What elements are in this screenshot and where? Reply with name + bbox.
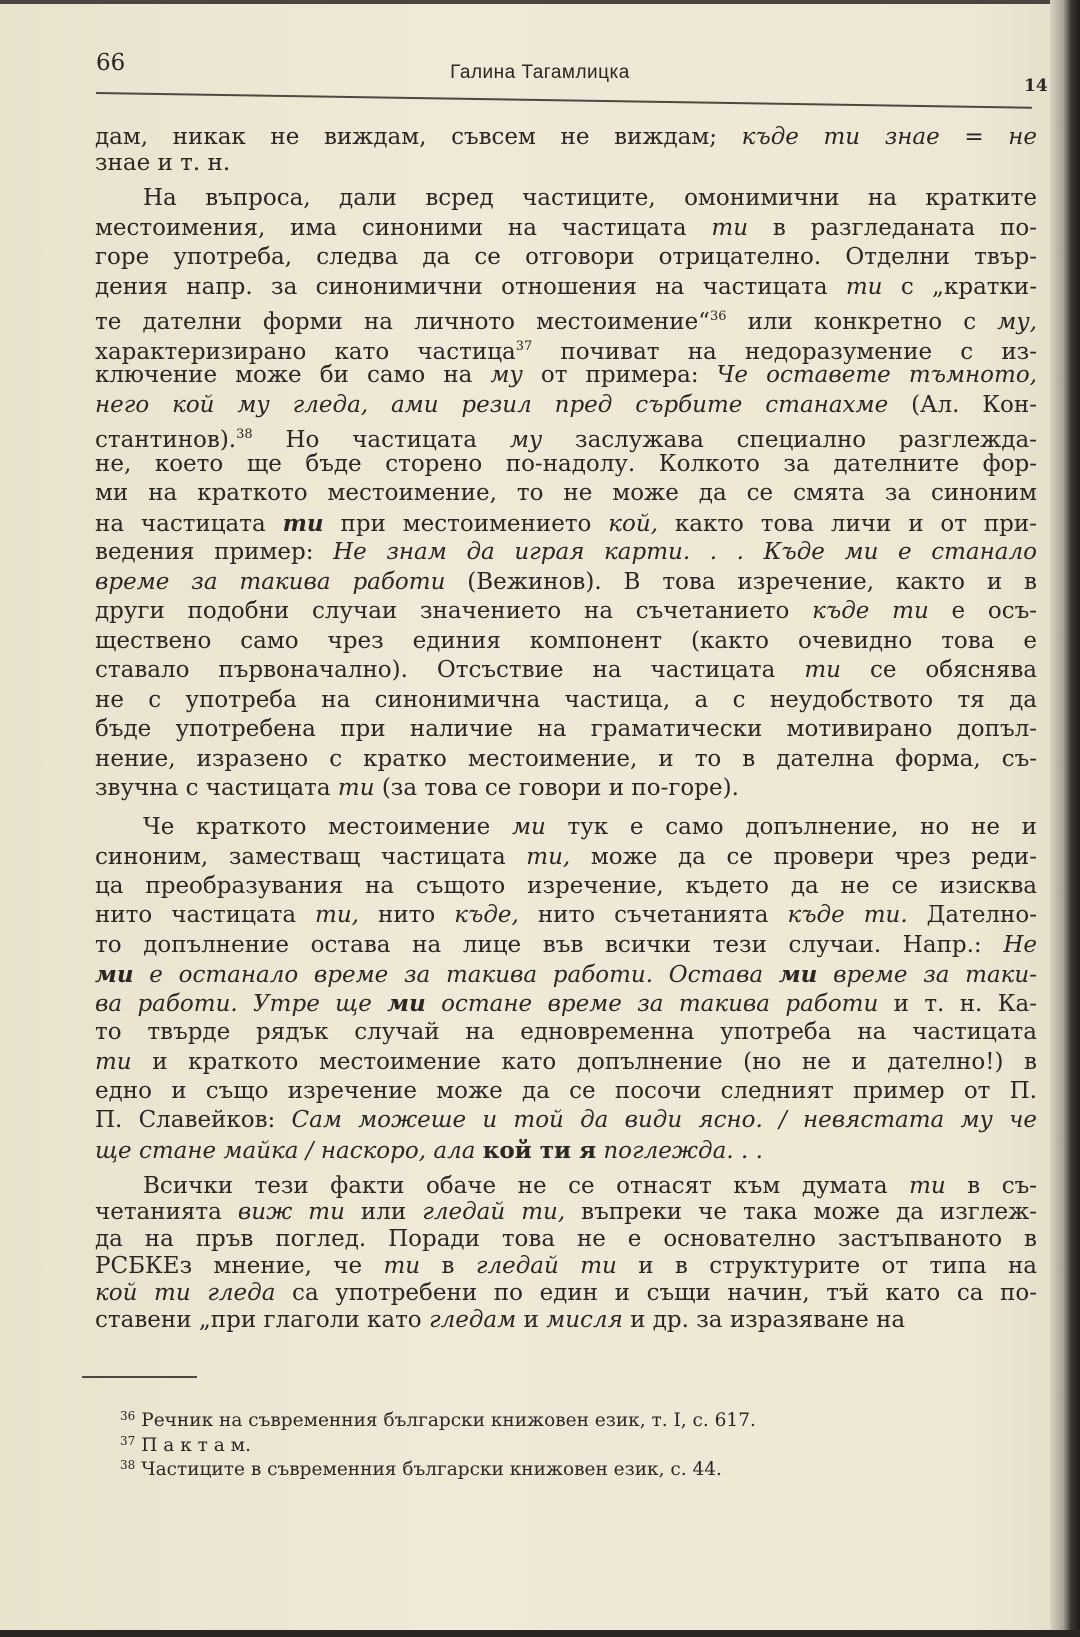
text-line xyxy=(95,1106,1037,1135)
text-run: в съ- xyxy=(945,1172,1037,1199)
text-run: и краткото местоимение като допълнение (но не и дателно!) в xyxy=(131,1048,1037,1075)
text-run: ти xyxy=(711,214,749,241)
text-line xyxy=(95,1173,1037,1200)
text-line xyxy=(95,627,1037,657)
text-line xyxy=(95,1307,1037,1334)
footnote-separator xyxy=(82,1376,197,1378)
text-run: Сам можеше и той да види ясно. / невястата му че xyxy=(291,1107,1037,1134)
footnote-number: 36 xyxy=(120,1409,136,1423)
text-run: то твърде рядък случай на едновременна употреба на частицата xyxy=(95,1019,1037,1046)
text-run: ще стане майка / наскоро, ала xyxy=(95,1137,483,1164)
text-run: с „кратки- xyxy=(882,273,1037,300)
footnote-text: Частиците в съвременния български книжовен език, с. 44. xyxy=(141,1459,722,1480)
paragraph xyxy=(95,1173,1037,1334)
text-run: ключение може би само на xyxy=(95,362,491,389)
text-run: в разгледаната по- xyxy=(748,214,1037,241)
text-run: (за това се говори и по-горе). xyxy=(374,775,739,802)
text-line xyxy=(95,1280,1037,1307)
text-run: може да се провери чрез реди- xyxy=(570,843,1037,870)
text-run: и в структурите от типа на xyxy=(616,1252,1037,1279)
text-run: На въпроса, дали всред частиците, омонимични на кратките xyxy=(143,185,1037,212)
text-run: гледай ти, xyxy=(422,1199,566,1226)
text-line xyxy=(95,1018,1037,1047)
text-run: време за такива работи xyxy=(95,568,446,595)
text-run: Всички тези факти обаче не се отнасят към думата xyxy=(143,1172,910,1199)
paragraph xyxy=(95,124,1037,176)
text-run: дения напр. за синонимични отношения на частицата xyxy=(95,273,846,300)
text-run: ведения пример: xyxy=(95,539,334,566)
text-run: заслужава специално разглежда- xyxy=(542,427,1037,454)
text-run: къде ти. xyxy=(787,902,908,929)
text-line xyxy=(95,150,1037,176)
signature-mark: 14 xyxy=(1024,76,1048,96)
text-run: не с употреба на синонимична частица, а с неудобството тя да xyxy=(95,686,1037,713)
text-run: ми xyxy=(387,990,426,1018)
text-run: ти, xyxy=(526,843,571,870)
text-run: Не xyxy=(1003,931,1037,958)
text-run: синоним, заместващ частицата xyxy=(95,843,527,870)
footnote-reference: 38 xyxy=(236,427,253,443)
text-line xyxy=(95,302,1037,336)
text-run: ти xyxy=(909,1172,946,1199)
text-run: ществено само чрез единия компонент (както очевидно това е xyxy=(95,627,1037,654)
text-run: къде ти xyxy=(812,598,929,625)
text-run: в xyxy=(420,1252,476,1279)
text-line xyxy=(95,184,1037,214)
text-run: не, което ще бъде сторено по-надолу. Колкото за дателните фор- xyxy=(95,450,1037,477)
footnote-text: П а к т а м. xyxy=(141,1434,251,1456)
text-run: както това личи и от при- xyxy=(657,510,1037,537)
text-run: Че краткото местоимение xyxy=(143,814,512,841)
text-run: и др. за изразяване на xyxy=(622,1306,906,1333)
text-run: ставало първоначално). Отсъствие на частицата xyxy=(95,657,805,684)
text-line xyxy=(95,597,1037,627)
text-run: е осъ- xyxy=(928,598,1038,625)
text-run: Дателно- xyxy=(907,902,1037,929)
text-run: ми на краткото местоимение, то не може да се смята за синоним xyxy=(95,480,1037,507)
text-line xyxy=(95,715,1037,745)
text-run: ти xyxy=(337,775,375,802)
text-run: гледам xyxy=(428,1306,517,1333)
text-line xyxy=(95,745,1037,775)
text-line xyxy=(95,420,1037,454)
text-run: горе употреба, следва да се отговори отрицателно. Отделни твър- xyxy=(95,244,1037,271)
text-run: къде, xyxy=(454,902,519,929)
text-run: или xyxy=(344,1199,423,1226)
text-run: къде ти знае = не xyxy=(741,124,1037,150)
text-run: ставени „при глаголи като xyxy=(95,1306,429,1333)
text-run: други подобни случаи значението на съчетанието xyxy=(95,598,813,625)
text-line xyxy=(95,901,1037,930)
text-run: ца преобразувания на същото изречение, където да не се изисква xyxy=(95,872,1037,899)
text-run: четанията xyxy=(95,1199,238,1226)
text-line xyxy=(95,391,1037,421)
text-run: нито съчетанията xyxy=(518,902,788,929)
text-run: ти xyxy=(282,509,324,537)
footnote-number: 37 xyxy=(120,1433,136,1448)
text-run: му xyxy=(490,362,523,389)
text-run: ми xyxy=(511,814,546,841)
text-run: са употребени по един и същи начин, тъй като са по- xyxy=(275,1279,1037,1306)
footnote-reference: 37 xyxy=(515,338,533,354)
text-run: и xyxy=(516,1306,547,1333)
text-run: дам, никак не виждам, съвсем не виждам; xyxy=(95,124,742,150)
text-run: (Вежинов). В това изречение, както и в xyxy=(445,568,1037,595)
text-line xyxy=(95,1136,1037,1165)
text-line xyxy=(95,1077,1037,1106)
text-line xyxy=(95,1253,1037,1280)
text-line xyxy=(95,568,1037,598)
text-run: местоимения, има синоними на частицата xyxy=(95,214,712,241)
text-run: едно и също изречение може да се посочи следният пример от П. xyxy=(95,1078,1037,1105)
text-run: мисля xyxy=(546,1306,623,1333)
paragraph xyxy=(95,184,1037,804)
footnote-number: 38 xyxy=(120,1458,136,1472)
text-run: гледай ти xyxy=(475,1252,617,1279)
text-run: или конкретно с xyxy=(726,309,998,336)
text-run: стантинов). xyxy=(95,427,237,454)
text-run: и т. н. Ка- xyxy=(878,991,1037,1018)
text-run: въпреки че така може да изглеж- xyxy=(565,1199,1038,1226)
text-run: Но частицата xyxy=(252,427,510,454)
text-run: РСБКЕз мнение, че xyxy=(95,1252,384,1279)
text-line xyxy=(95,450,1037,480)
text-line xyxy=(95,361,1037,391)
text-line xyxy=(95,1226,1037,1253)
book-spine-edge xyxy=(1050,0,1080,1637)
text-run: нито xyxy=(358,902,455,929)
text-line xyxy=(95,931,1037,960)
text-run: ти xyxy=(804,657,841,684)
text-run: на частицата xyxy=(95,510,283,537)
text-line xyxy=(95,479,1037,509)
text-run: е останало време за такива работи. Остава xyxy=(133,961,779,988)
page-number: 66 xyxy=(96,50,126,76)
footnote-36 xyxy=(120,1404,756,1429)
text-line xyxy=(95,1048,1037,1077)
text-run: поглежда. . . xyxy=(596,1137,763,1164)
text-run: П. Славейков: xyxy=(95,1107,292,1134)
text-run: знае и т. н. xyxy=(95,150,231,176)
text-line xyxy=(95,214,1037,244)
text-run: ти xyxy=(845,273,883,300)
text-run: тук е само допълнение, но не и xyxy=(545,814,1037,841)
text-run: Че оставете тъмното, xyxy=(716,362,1037,389)
footnote-38 xyxy=(120,1453,756,1478)
text-run: от примера: xyxy=(522,362,717,389)
text-run: ти, xyxy=(315,902,359,929)
text-line xyxy=(95,124,1037,150)
running-title: Галина Тагамлицка xyxy=(450,62,630,83)
scan-edge-bottom xyxy=(0,1630,1080,1637)
text-run: него кой му гледа, ами резил пред сърбите станахме xyxy=(95,391,889,418)
text-run: виж ти xyxy=(237,1199,345,1226)
text-run: се обяснява xyxy=(840,657,1038,684)
text-run: ми xyxy=(95,960,134,988)
text-run: кой ти гледа xyxy=(95,1279,276,1306)
text-run: (Ал. Кон- xyxy=(888,391,1037,418)
text-line xyxy=(95,989,1037,1018)
text-run: ти xyxy=(95,1048,132,1075)
text-run: ми xyxy=(778,960,818,988)
text-run: му, xyxy=(997,309,1037,336)
text-line xyxy=(95,1199,1037,1226)
text-run: ти xyxy=(383,1252,421,1279)
text-run: нито частицата xyxy=(95,902,316,929)
text-run: Не знам да играя карти. . . Къде ми е станало xyxy=(333,539,1037,566)
footnote-text: Речник на съвременния български книжовен език, т. I, с. 617. xyxy=(141,1410,756,1431)
text-line xyxy=(95,774,1037,804)
text-run: му xyxy=(509,427,543,454)
text-run: при местоимението xyxy=(323,510,609,537)
text-run: време за таки- xyxy=(817,961,1037,988)
text-run: да на пръв поглед. Поради това не е основателно застъпваното в xyxy=(95,1226,1037,1253)
footnotes xyxy=(120,1404,756,1478)
text-line xyxy=(95,872,1037,901)
header-rule xyxy=(96,92,1032,109)
text-line xyxy=(95,509,1037,539)
scan-edge-top xyxy=(0,0,1080,4)
text-line xyxy=(95,538,1037,568)
text-run: ва работи. Утре ще xyxy=(95,991,388,1018)
text-line xyxy=(95,332,1037,365)
text-run: звучна с частицата xyxy=(95,775,338,802)
text-line xyxy=(95,656,1037,686)
text-line xyxy=(95,243,1037,273)
paragraph xyxy=(95,813,1037,1165)
footnote-reference: 36 xyxy=(709,309,727,325)
text-run: кой ти я xyxy=(482,1136,597,1164)
text-run: кой, xyxy=(608,510,658,537)
text-run: нение, изразено с кратко местоимение, и то в дателна форма, съ- xyxy=(95,745,1037,772)
text-run: почиват на недоразумение с из- xyxy=(532,338,1037,365)
text-run: бъде употребена при наличие на граматически мотивирано допъл- xyxy=(95,716,1037,743)
text-run: то допълнение остава на лице във всички тези случаи. Напр.: xyxy=(95,931,1004,958)
text-line xyxy=(95,813,1037,842)
text-run: характеризирано като частица xyxy=(95,338,516,365)
text-run: остане време за такива работи xyxy=(425,991,879,1018)
text-run: те дателни форми на личното местоимение“ xyxy=(95,309,710,336)
footnote-37 xyxy=(120,1429,756,1454)
text-line xyxy=(95,960,1037,989)
text-line xyxy=(95,273,1037,303)
text-line xyxy=(95,686,1037,716)
text-line xyxy=(95,843,1037,872)
